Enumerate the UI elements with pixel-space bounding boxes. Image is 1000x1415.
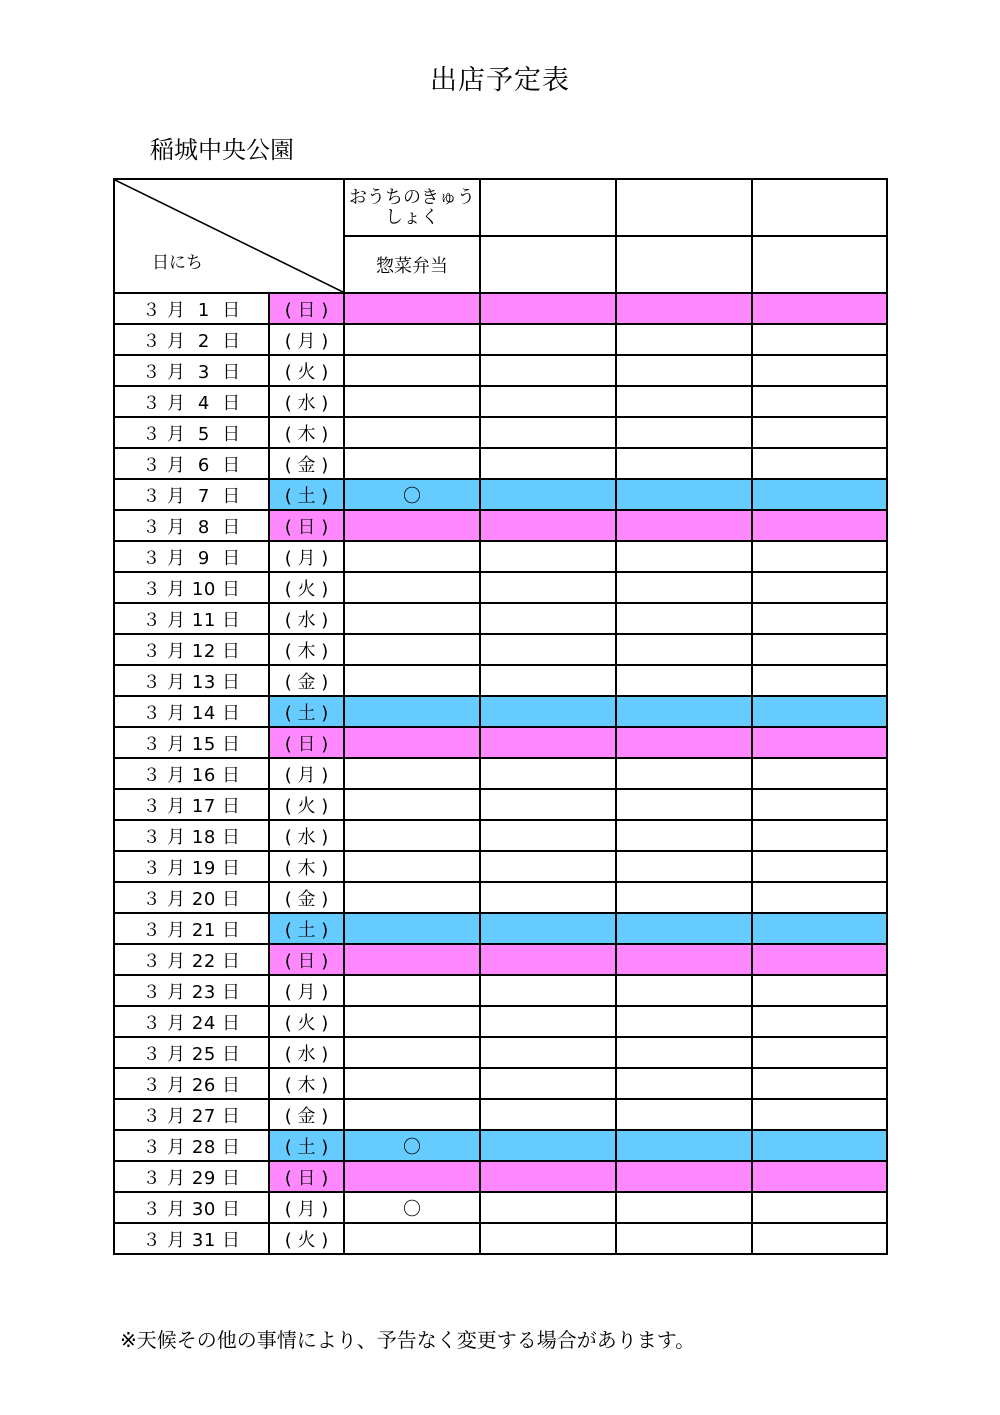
vendor-slot-cell xyxy=(616,448,752,479)
vendor-slot-cell xyxy=(752,634,887,665)
schedule-row xyxy=(114,758,887,789)
date-cell: ３ 月 31 日 xyxy=(114,1223,269,1254)
corner-header xyxy=(114,179,344,293)
schedule-row xyxy=(114,1006,887,1037)
weekday-cell: ( 火 ) xyxy=(269,1223,344,1254)
schedule-row xyxy=(114,448,887,479)
vendor-slot-cell xyxy=(344,665,480,696)
vendor-slot-cell xyxy=(616,1161,752,1192)
date-cell: ３ 月 12 日 xyxy=(114,634,269,665)
vendor-slot-cell xyxy=(344,696,480,727)
vendor-slot-cell xyxy=(616,882,752,913)
vendor-slot-cell xyxy=(480,1192,616,1223)
vendor-type-1: 惣菜弁当 xyxy=(344,236,480,293)
vendor-slot-cell xyxy=(480,572,616,603)
vendor-slot-cell xyxy=(752,479,887,510)
vendor-slot-cell xyxy=(616,758,752,789)
schedule-row xyxy=(114,541,887,572)
vendor-slot-cell xyxy=(480,1037,616,1068)
date-cell: ３ 月 26 日 xyxy=(114,1068,269,1099)
date-cell: ３ 月 10 日 xyxy=(114,572,269,603)
schedule-row xyxy=(114,882,887,913)
vendor-slot-cell xyxy=(480,789,616,820)
weekday-cell: ( 日 ) xyxy=(269,293,344,324)
vendor-slot-cell xyxy=(344,448,480,479)
weekday-cell: ( 金 ) xyxy=(269,1099,344,1130)
weekday-cell: ( 土 ) xyxy=(269,913,344,944)
vendor-type-4 xyxy=(752,236,887,293)
weekday-cell: ( 土 ) xyxy=(269,1130,344,1161)
weekday-cell: ( 火 ) xyxy=(269,355,344,386)
weekday-cell: ( 日 ) xyxy=(269,1161,344,1192)
vendor-slot-cell xyxy=(480,1068,616,1099)
weekday-cell: ( 月 ) xyxy=(269,975,344,1006)
vendor-slot-cell xyxy=(344,355,480,386)
schedule-row xyxy=(114,1130,887,1161)
date-cell: ３ 月 18 日 xyxy=(114,820,269,851)
schedule-row xyxy=(114,479,887,510)
page-title: 出店予定表 xyxy=(430,65,570,96)
vendor-slot-cell xyxy=(480,758,616,789)
weekday-cell: ( 日 ) xyxy=(269,510,344,541)
vendor-slot-cell xyxy=(344,1223,480,1254)
vendor-slot-cell xyxy=(752,572,887,603)
schedule-row xyxy=(114,1161,887,1192)
vendor-slot-cell xyxy=(752,1068,887,1099)
vendor-slot-cell xyxy=(752,1006,887,1037)
vendor-slot-cell xyxy=(344,851,480,882)
vendor-slot-cell xyxy=(480,975,616,1006)
vendor-slot-cell xyxy=(344,820,480,851)
vendor-slot-cell xyxy=(752,665,887,696)
vendor-slot-cell xyxy=(480,944,616,975)
schedule-row xyxy=(114,355,887,386)
corner-label: 日にち xyxy=(152,253,203,273)
schedule-table xyxy=(113,178,888,1255)
vendor-slot-cell xyxy=(480,417,616,448)
vendor-slot-cell xyxy=(752,448,887,479)
vendor-slot-cell: 〇 xyxy=(344,1192,480,1223)
vendor-slot-cell xyxy=(616,1099,752,1130)
vendor-slot-cell xyxy=(480,293,616,324)
schedule-row xyxy=(114,1192,887,1223)
vendor-type-3 xyxy=(616,236,752,293)
vendor-slot-cell xyxy=(480,665,616,696)
vendor-slot-cell xyxy=(480,1006,616,1037)
vendor-slot-cell xyxy=(616,944,752,975)
vendor-slot-cell xyxy=(752,324,887,355)
date-cell: ３ 月 27 日 xyxy=(114,1099,269,1130)
vendor-slot-cell xyxy=(752,510,887,541)
weekday-cell: ( 水 ) xyxy=(269,820,344,851)
schedule-row xyxy=(114,324,887,355)
vendor-slot-cell xyxy=(752,603,887,634)
weekday-cell: ( 火 ) xyxy=(269,789,344,820)
weekday-cell: ( 水 ) xyxy=(269,603,344,634)
vendor-slot-cell xyxy=(616,1006,752,1037)
schedule-row xyxy=(114,913,887,944)
vendor-slot-cell xyxy=(344,572,480,603)
diagonal-line xyxy=(115,180,343,292)
weekday-cell: ( 水 ) xyxy=(269,386,344,417)
date-cell: ３ 月 24 日 xyxy=(114,1006,269,1037)
vendor-slot-cell xyxy=(344,882,480,913)
vendor-slot-cell xyxy=(480,386,616,417)
date-cell: ３ 月 4 日 xyxy=(114,386,269,417)
vendor-slot-cell xyxy=(752,1192,887,1223)
vendor-slot-cell xyxy=(752,727,887,758)
vendor-slot-cell xyxy=(480,882,616,913)
schedule-row xyxy=(114,820,887,851)
vendor-slot-cell xyxy=(344,944,480,975)
weekday-cell: ( 木 ) xyxy=(269,1068,344,1099)
vendor-slot-cell xyxy=(752,1161,887,1192)
schedule-row xyxy=(114,851,887,882)
weekday-cell: ( 月 ) xyxy=(269,1192,344,1223)
schedule-row xyxy=(114,603,887,634)
vendor-slot-cell xyxy=(616,634,752,665)
vendor-slot-cell xyxy=(616,913,752,944)
vendor-slot-cell xyxy=(344,1161,480,1192)
vendor-name-2 xyxy=(480,179,616,236)
vendor-slot-cell xyxy=(752,851,887,882)
vendor-slot-cell xyxy=(752,913,887,944)
vendor-slot-cell xyxy=(752,882,887,913)
vendor-name-4 xyxy=(752,179,887,236)
date-cell: ３ 月 16 日 xyxy=(114,758,269,789)
vendor-slot-cell xyxy=(616,386,752,417)
vendor-slot-cell xyxy=(344,417,480,448)
date-cell: ３ 月 6 日 xyxy=(114,448,269,479)
vendor-slot-cell xyxy=(480,355,616,386)
date-cell: ３ 月 7 日 xyxy=(114,479,269,510)
weekday-cell: ( 月 ) xyxy=(269,541,344,572)
date-cell: ３ 月 25 日 xyxy=(114,1037,269,1068)
date-cell: ３ 月 30 日 xyxy=(114,1192,269,1223)
vendor-slot-cell xyxy=(752,355,887,386)
vendor-slot-cell xyxy=(616,665,752,696)
vendor-slot-cell xyxy=(480,479,616,510)
vendor-slot-cell xyxy=(616,541,752,572)
vendor-name-3 xyxy=(616,179,752,236)
vendor-slot-cell xyxy=(616,1192,752,1223)
date-cell: ３ 月 28 日 xyxy=(114,1130,269,1161)
vendor-slot-cell xyxy=(480,913,616,944)
vendor-slot-cell xyxy=(752,1099,887,1130)
vendor-slot-cell xyxy=(752,975,887,1006)
schedule-row xyxy=(114,696,887,727)
weekday-cell: ( 木 ) xyxy=(269,417,344,448)
weekday-cell: ( 金 ) xyxy=(269,448,344,479)
weekday-cell: ( 月 ) xyxy=(269,758,344,789)
vendor-slot-cell xyxy=(480,727,616,758)
vendor-slot-cell xyxy=(344,541,480,572)
vendor-slot-cell xyxy=(344,1037,480,1068)
date-cell: ３ 月 20 日 xyxy=(114,882,269,913)
date-cell: ３ 月 13 日 xyxy=(114,665,269,696)
vendor-slot-cell xyxy=(480,541,616,572)
vendor-slot-cell xyxy=(480,448,616,479)
vendor-slot-cell xyxy=(616,1068,752,1099)
vendor-slot-cell xyxy=(480,603,616,634)
vendor-slot-cell xyxy=(752,758,887,789)
schedule-row xyxy=(114,665,887,696)
vendor-slot-cell xyxy=(752,1130,887,1161)
vendor-slot-cell xyxy=(616,727,752,758)
notice-text: ※天候その他の事情により、予告なく変更する場合があります。 xyxy=(120,1328,696,1352)
vendor-slot-cell xyxy=(344,386,480,417)
schedule-row xyxy=(114,510,887,541)
date-cell: ３ 月 8 日 xyxy=(114,510,269,541)
vendor-slot-cell xyxy=(752,1037,887,1068)
vendor-slot-cell xyxy=(616,820,752,851)
vendor-name-1: おうちのきゅうしょく xyxy=(344,179,480,236)
weekday-cell: ( 火 ) xyxy=(269,1006,344,1037)
vendor-slot-cell xyxy=(344,1006,480,1037)
vendor-slot-cell xyxy=(480,510,616,541)
vendor-slot-cell xyxy=(616,1223,752,1254)
vendor-slot-cell xyxy=(344,727,480,758)
vendor-slot-cell xyxy=(616,789,752,820)
vendor-slot-cell xyxy=(752,820,887,851)
vendor-slot-cell xyxy=(480,820,616,851)
vendor-slot-cell xyxy=(480,1161,616,1192)
schedule-row xyxy=(114,789,887,820)
date-cell: ３ 月 22 日 xyxy=(114,944,269,975)
vendor-slot-cell xyxy=(344,1068,480,1099)
schedule-row xyxy=(114,572,887,603)
vendor-slot-cell xyxy=(480,696,616,727)
weekday-cell: ( 日 ) xyxy=(269,944,344,975)
vendor-slot-cell xyxy=(616,417,752,448)
date-cell: ３ 月 2 日 xyxy=(114,324,269,355)
vendor-slot-cell xyxy=(616,975,752,1006)
weekday-cell: ( 月 ) xyxy=(269,324,344,355)
vendor-slot-cell xyxy=(616,324,752,355)
vendor-slot-cell xyxy=(616,293,752,324)
vendor-slot-cell xyxy=(344,758,480,789)
vendor-slot-cell xyxy=(752,386,887,417)
vendor-slot-cell xyxy=(480,851,616,882)
date-cell: ３ 月 11 日 xyxy=(114,603,269,634)
vendor-slot-cell xyxy=(344,510,480,541)
date-cell: ３ 月 1 日 xyxy=(114,293,269,324)
vendor-slot-cell xyxy=(344,634,480,665)
schedule-row xyxy=(114,1037,887,1068)
schedule-row xyxy=(114,1099,887,1130)
date-cell: ３ 月 21 日 xyxy=(114,913,269,944)
date-cell: ３ 月 15 日 xyxy=(114,727,269,758)
weekday-cell: ( 金 ) xyxy=(269,882,344,913)
vendor-slot-cell xyxy=(752,417,887,448)
vendor-slot-cell xyxy=(480,1130,616,1161)
weekday-cell: ( 水 ) xyxy=(269,1037,344,1068)
date-cell: ３ 月 5 日 xyxy=(114,417,269,448)
date-cell: ３ 月 14 日 xyxy=(114,696,269,727)
date-cell: ３ 月 3 日 xyxy=(114,355,269,386)
vendor-slot-cell xyxy=(616,355,752,386)
vendor-slot-cell xyxy=(616,510,752,541)
vendor-slot-cell xyxy=(344,603,480,634)
location-name: 稲城中央公園 xyxy=(150,136,294,164)
vendor-slot-cell xyxy=(752,789,887,820)
vendor-slot-cell xyxy=(480,634,616,665)
vendor-slot-cell xyxy=(616,1130,752,1161)
vendor-slot-cell xyxy=(616,572,752,603)
weekday-cell: ( 日 ) xyxy=(269,727,344,758)
date-cell: ３ 月 17 日 xyxy=(114,789,269,820)
date-cell: ３ 月 9 日 xyxy=(114,541,269,572)
weekday-cell: ( 土 ) xyxy=(269,696,344,727)
vendor-slot-cell xyxy=(752,1223,887,1254)
vendor-slot-cell xyxy=(344,324,480,355)
vendor-slot-cell xyxy=(480,1223,616,1254)
vendor-slot-cell xyxy=(344,293,480,324)
vendor-slot-cell xyxy=(344,1099,480,1130)
vendor-slot-cell xyxy=(616,851,752,882)
weekday-cell: ( 火 ) xyxy=(269,572,344,603)
date-cell: ３ 月 19 日 xyxy=(114,851,269,882)
schedule-row xyxy=(114,975,887,1006)
vendor-slot-cell xyxy=(616,603,752,634)
schedule-row xyxy=(114,1068,887,1099)
date-cell: ３ 月 23 日 xyxy=(114,975,269,1006)
weekday-cell: ( 木 ) xyxy=(269,634,344,665)
vendor-slot-cell xyxy=(616,1037,752,1068)
date-cell: ３ 月 29 日 xyxy=(114,1161,269,1192)
vendor-slot-cell: 〇 xyxy=(344,479,480,510)
vendor-slot-cell xyxy=(480,324,616,355)
vendor-slot-cell xyxy=(752,541,887,572)
weekday-cell: ( 土 ) xyxy=(269,479,344,510)
vendor-slot-cell xyxy=(616,479,752,510)
schedule-row xyxy=(114,293,887,324)
schedule-row xyxy=(114,944,887,975)
weekday-cell: ( 木 ) xyxy=(269,851,344,882)
vendor-slot-cell xyxy=(752,696,887,727)
header-row-names xyxy=(114,179,887,236)
schedule-row xyxy=(114,634,887,665)
vendor-slot-cell xyxy=(344,913,480,944)
schedule-row xyxy=(114,1223,887,1254)
vendor-slot-cell xyxy=(344,789,480,820)
vendor-slot-cell: 〇 xyxy=(344,1130,480,1161)
schedule-row xyxy=(114,386,887,417)
vendor-slot-cell xyxy=(344,975,480,1006)
schedule-row xyxy=(114,727,887,758)
vendor-slot-cell xyxy=(480,1099,616,1130)
weekday-cell: ( 金 ) xyxy=(269,665,344,696)
vendor-slot-cell xyxy=(752,944,887,975)
vendor-slot-cell xyxy=(616,696,752,727)
schedule-row xyxy=(114,417,887,448)
vendor-type-2 xyxy=(480,236,616,293)
vendor-slot-cell xyxy=(752,293,887,324)
